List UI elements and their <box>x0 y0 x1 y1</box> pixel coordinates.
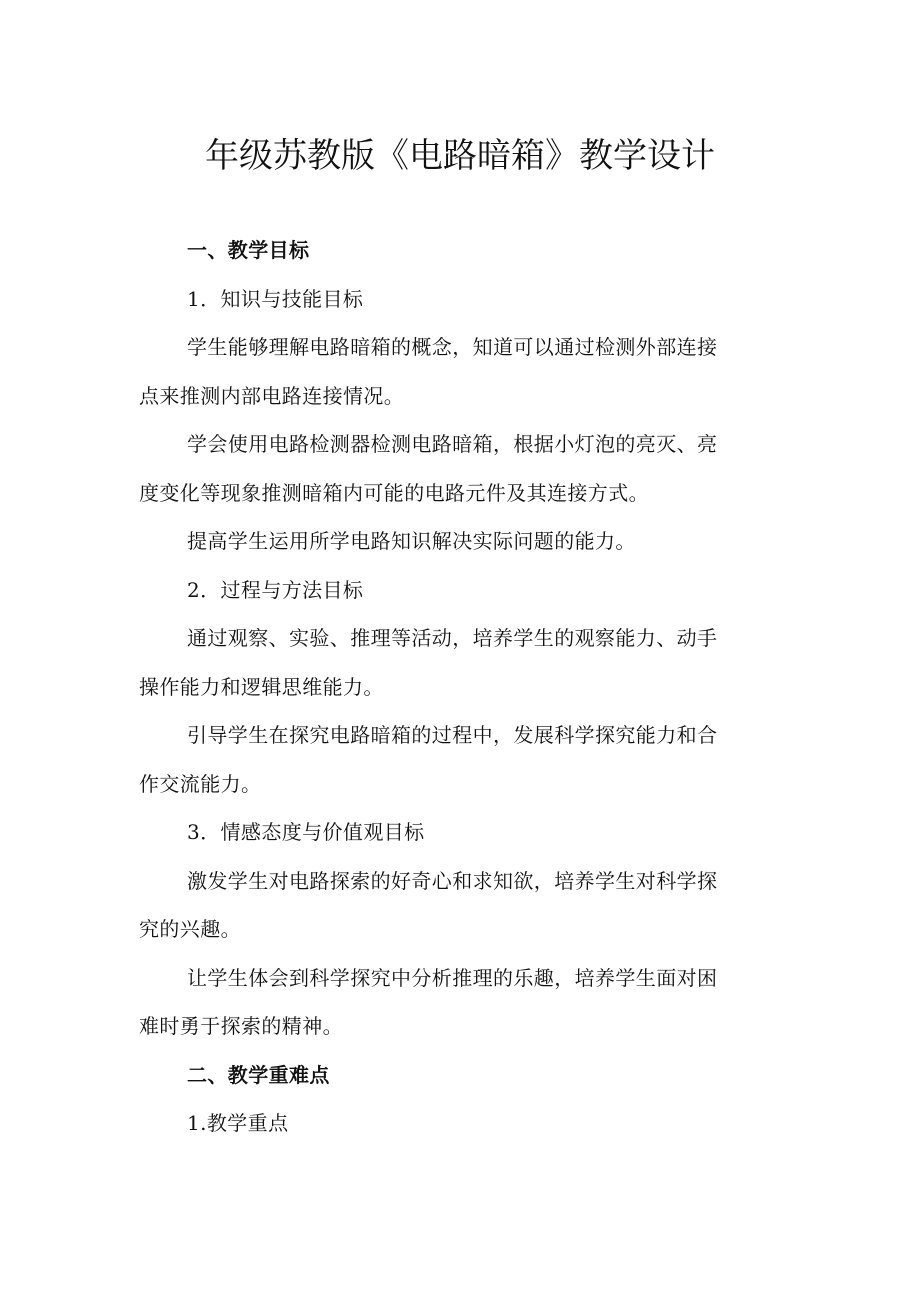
paragraph-line: 激发学生对电路探索的好奇心和求知欲，培养学生对科学探 <box>187 868 718 893</box>
paragraph-line: 提高学生运用所学电路知识解决实际问题的能力。 <box>187 529 636 553</box>
section-heading-objectives: 一、教学目标 <box>187 238 310 262</box>
paragraph-line: 点来推测内部电路连接情况。 <box>139 383 405 408</box>
paragraph-line: 究的兴趣。 <box>139 917 241 941</box>
paragraph-line: 度变化等现象推测暗箱内可能的电路元件及其连接方式。 <box>139 480 649 505</box>
subheading-process-methods: 2．过程与方法目标 <box>187 577 364 602</box>
paragraph-line: 学会使用电路检测器检测电路暗箱，根据小灯泡的亮灭、亮 <box>187 432 718 456</box>
document-body <box>139 226 791 1148</box>
paragraph-line: 引导学生在探究电路暗箱的过程中，发展科学探究能力和合 <box>187 723 718 747</box>
paragraph-line: 让学生体会到科学探究中分析推理的乐趣，培养学生面对困 <box>187 965 718 990</box>
subheading-knowledge-skills: 1．知识与技能目标 <box>187 286 364 311</box>
paragraph-line: 难时勇于探索的精神。 <box>139 1014 343 1038</box>
paragraph-line: 作交流能力。 <box>139 771 262 796</box>
subheading-attitudes-values: 3．情感态度与价值观目标 <box>187 820 425 844</box>
subheading-teaching-focus: 1.教学重点 <box>187 1111 289 1135</box>
paragraph-line: 操作能力和逻辑思维能力。 <box>139 674 384 699</box>
paragraph-line: 学生能够理解电路暗箱的概念，知道可以通过检测外部连接 <box>187 335 718 359</box>
document-title: 年级苏教版《电路暗箱》教学设计 <box>205 136 715 176</box>
paragraph-line: 通过观察、实验、推理等活动，培养学生的观察能力、动手 <box>187 626 718 650</box>
section-heading-key-difficulties: 二、教学重难点 <box>187 1062 330 1087</box>
